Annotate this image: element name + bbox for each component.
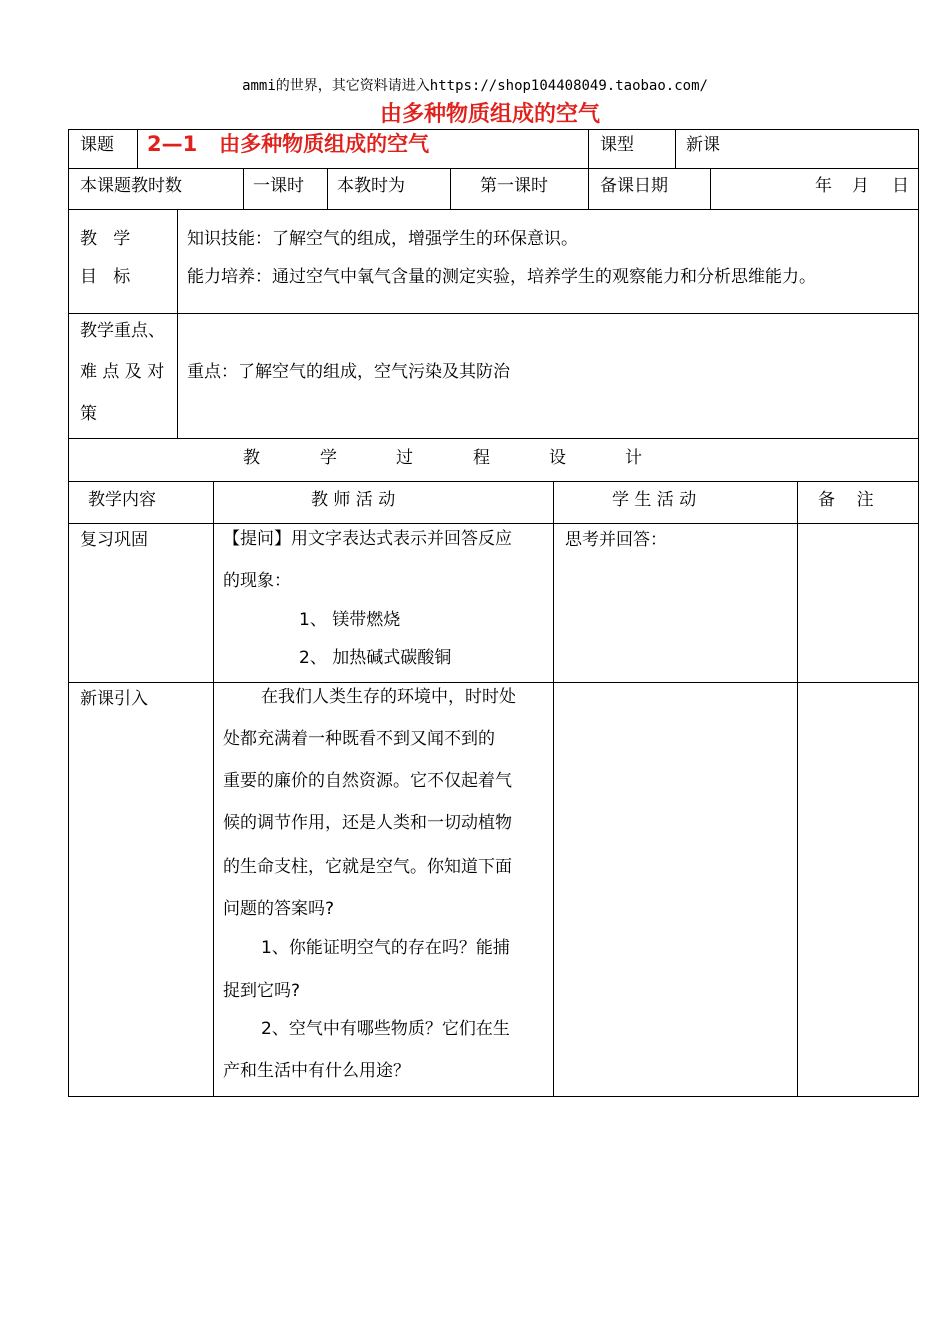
column-header-teacher: 教 师 活 动 xyxy=(311,490,396,510)
review-teacher-line: 【提问】用文字表达式表示并回答反应 xyxy=(223,529,512,549)
goals-knowledge: 知识技能：了解空气的组成，增强学生的环保意识。 xyxy=(187,229,578,249)
intro-teacher-line: 捉到它吗? xyxy=(223,981,301,1001)
focus-label-line1: 教学重点、 xyxy=(80,321,165,341)
process-heading-char: 教 xyxy=(243,448,260,468)
current-session-value: 第一课时 xyxy=(480,176,548,196)
intro-teacher-line: 2、空气中有哪些物质？它们在生 xyxy=(261,1019,510,1039)
review-teacher-line: 1、 镁带燃烧 xyxy=(299,610,401,630)
goals-label-line2: 目 标 xyxy=(80,267,131,287)
column-header-notes: 备 注 xyxy=(818,490,874,510)
intro-teacher-line: 处都充满着一种既看不到又闻不到的 xyxy=(223,729,495,749)
focus-label-line2: 难 点 及 对 xyxy=(80,362,165,382)
document-title: 由多种物质组成的空气 xyxy=(379,102,600,127)
current-session-label: 本教时为 xyxy=(337,176,405,196)
watermark-line: ammi的世界，其它资料请进入https://shop104408049.taobao.com/ xyxy=(242,78,708,94)
intro-teacher-line: 1、你能证明空气的存在吗？能捕 xyxy=(261,938,510,958)
intro-teacher-line: 产和生活中有什么用途？ xyxy=(223,1061,410,1081)
intro-teacher-line: 问题的答案吗? xyxy=(223,899,335,919)
column-header-student: 学 生 活 动 xyxy=(612,490,697,510)
intro-teacher-line: 候的调节作用，还是人类和一切动植物 xyxy=(223,813,512,833)
total-hours-value: 一课时 xyxy=(253,176,304,196)
total-hours-label: 本课题教时数 xyxy=(80,176,182,196)
topic-label: 课题 xyxy=(80,135,114,155)
prep-date-day: 日 xyxy=(892,176,909,196)
prep-date-year: 年 xyxy=(815,176,832,196)
process-heading-char: 设 xyxy=(549,448,566,468)
review-teacher-line: 的现象： xyxy=(223,571,291,591)
lesson-type-label: 课型 xyxy=(600,135,634,155)
process-heading-char: 程 xyxy=(473,448,490,468)
intro-teacher-line: 的生命支柱，它就是空气。你知道下面 xyxy=(223,857,512,877)
process-heading-char: 过 xyxy=(396,448,413,468)
review-student: 思考并回答： xyxy=(565,530,667,550)
goals-ability: 能力培养：通过空气中氧气含量的测定实验，培养学生的观察能力和分析思维能力。 xyxy=(187,267,816,287)
review-content: 复习巩固 xyxy=(80,530,148,550)
intro-content: 新课引入 xyxy=(80,689,148,709)
intro-teacher-line: 重要的廉价的自然资源。它不仅起着气 xyxy=(223,771,512,791)
goals-label-line1: 教 学 xyxy=(80,229,131,249)
intro-teacher-line: 在我们人类生存的环境中，时时处 xyxy=(261,687,516,707)
focus-label-line3: 策 xyxy=(80,404,97,424)
lesson-type-value: 新课 xyxy=(686,135,720,155)
prep-date-month: 月 xyxy=(852,176,869,196)
topic-value: 2—1 由多种物质组成的空气 xyxy=(147,132,430,156)
focus-content: 重点：了解空气的组成，空气污染及其防治 xyxy=(187,362,510,382)
prep-date-label: 备课日期 xyxy=(600,176,668,196)
process-heading-char: 学 xyxy=(320,448,337,468)
column-header-content: 教学内容 xyxy=(88,490,156,510)
process-heading-char: 计 xyxy=(625,448,642,468)
review-teacher-line: 2、 加热碱式碳酸铜 xyxy=(299,648,452,668)
